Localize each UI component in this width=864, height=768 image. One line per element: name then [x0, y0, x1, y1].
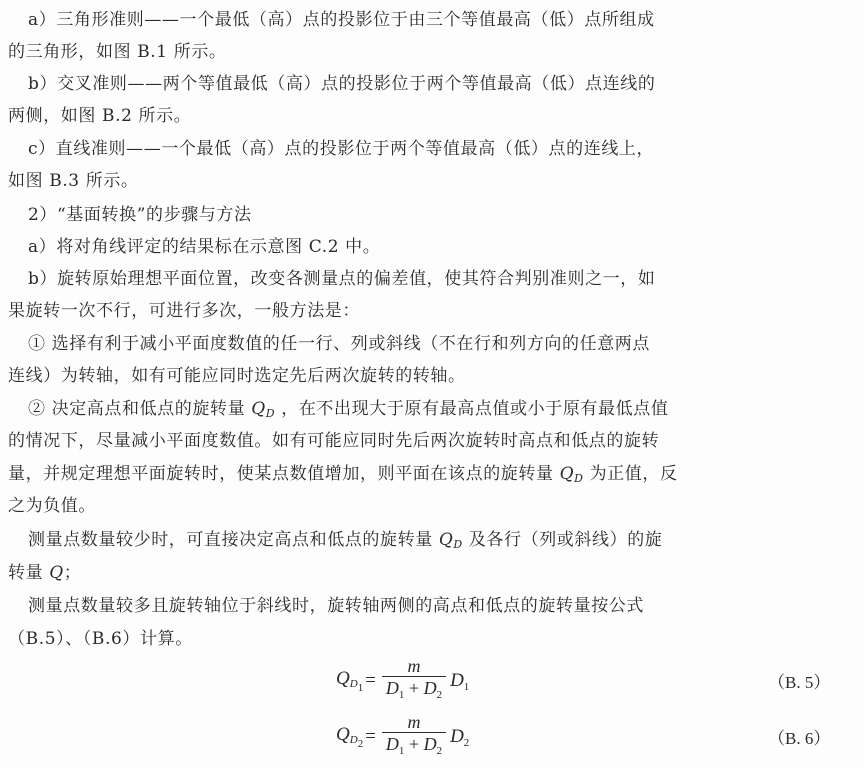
method-2-line-1 — [28, 397, 668, 426]
formula-b6-numerator: m — [407, 712, 421, 732]
rotation-q-symbol-2: $Q_D$ — [559, 464, 584, 485]
formula-b5-fraction — [382, 656, 446, 706]
section-heading: 2）“基面转换”的步骤与方法 — [28, 205, 252, 225]
method-1-line-2: 连线）为转轴，如有可能应同时选定先后两次旋转的转轴。 — [8, 366, 466, 386]
few-points-line-1 — [28, 528, 662, 557]
formula-b6-lhs: $Q_{D2}$ — [336, 724, 364, 750]
criterion-c-line-2: 如图 B.3 所示。 — [8, 171, 139, 191]
criterion-a-line-1: a）三角形准则——一个最低（高）点的投影位于由三个等值最高（低）点所组成 — [28, 10, 655, 30]
formula-b6-rhs: $D_2$ — [450, 725, 470, 749]
method-2-line-4: 之为负值。 — [8, 496, 96, 516]
formula-b6-denominator: $D_1 + D_2$ — [385, 734, 443, 757]
few-points-line-2 — [8, 561, 81, 585]
formula-b5-rhs: $D_1$ — [450, 669, 470, 693]
formula-b5-numerator: m — [407, 656, 421, 676]
formula-b6-fraction — [382, 712, 446, 762]
method-2-text-a: ② 决定高点和低点的旋转量 — [28, 399, 246, 419]
step-b-line-1: b）旋转原始理想平面位置，改变各测量点的偏差值，使其符合判别准则之一，如 — [28, 269, 656, 289]
formula-b5-lhs: $Q_{D1}$ — [336, 668, 364, 694]
method-2-text-d: 为正值，反 — [589, 464, 678, 484]
formula-b6: $Q_{D2}$ = $\frac{m}{D_1 + D_2}$ $D_2$ — [336, 712, 469, 762]
many-points-line-2: （B.5）、（B.6）计算。 — [8, 629, 193, 649]
many-points-line-1: 测量点数量较多且旋转轴位于斜线时，旋转轴两侧的高点和低点的旋转量按公式 — [28, 596, 644, 616]
rotation-q-symbol-3: $Q_D$ — [438, 530, 463, 551]
formula-b5-denominator: $D_1 + D_2$ — [385, 678, 443, 701]
step-b-line-2: 果旋转一次不行，可进行多次，一般方法是： — [8, 301, 360, 321]
criterion-c-line-1: c）直线准则——一个最低（高）点的投影位于两个等值最高（低）点的连线上， — [28, 139, 655, 159]
formula-b6-number: （B. 6） — [768, 729, 831, 748]
method-2-line-2: 的情况下，尽量减小平面度数值。如有可能应同时先后两次旋转时高点和低点的旋转 — [8, 431, 660, 451]
method-2-text-c: 量，并规定理想平面旋转时，使某点数值增加，则平面在该点的旋转量 — [8, 464, 554, 484]
rotation-q-symbol: $Q_D$ — [251, 399, 276, 420]
criterion-b-line-2: 两侧，如图 B.2 所示。 — [8, 106, 192, 126]
few-points-text-a: 测量点数量较少时，可直接决定高点和低点的旋转量 — [28, 530, 433, 550]
method-2-text-b: ，在不出现大于原有最高点值或小于原有最低点值 — [281, 399, 669, 419]
few-points-text-d: ； — [63, 563, 82, 583]
method-2-line-3 — [8, 462, 678, 491]
method-1-line-1: ① 选择有利于减小平面度数值的任一行、列或斜线（不在行和列方向的任意两点 — [28, 334, 651, 354]
few-points-text-c: 转量 — [8, 563, 44, 583]
formula-b5-number: （B. 5） — [768, 673, 831, 692]
formula-b5: $Q_{D1}$ = $\frac{m}{D_1 + D_2}$ $D_1$ — [336, 656, 469, 706]
criterion-a-line-2: 的三角形，如图 B.1 所示。 — [8, 42, 227, 62]
criterion-b-line-1: b）交叉准则——两个等值最低（高）点的投影位于两个等值最高（低）点连线的 — [28, 74, 656, 94]
step-a-line: a）将对角线评定的结果标在示意图 C.2 中。 — [28, 237, 381, 257]
rotation-q-label: Q — [49, 563, 64, 583]
few-points-text-b: 及各行（列或斜线）的旋 — [468, 530, 663, 550]
